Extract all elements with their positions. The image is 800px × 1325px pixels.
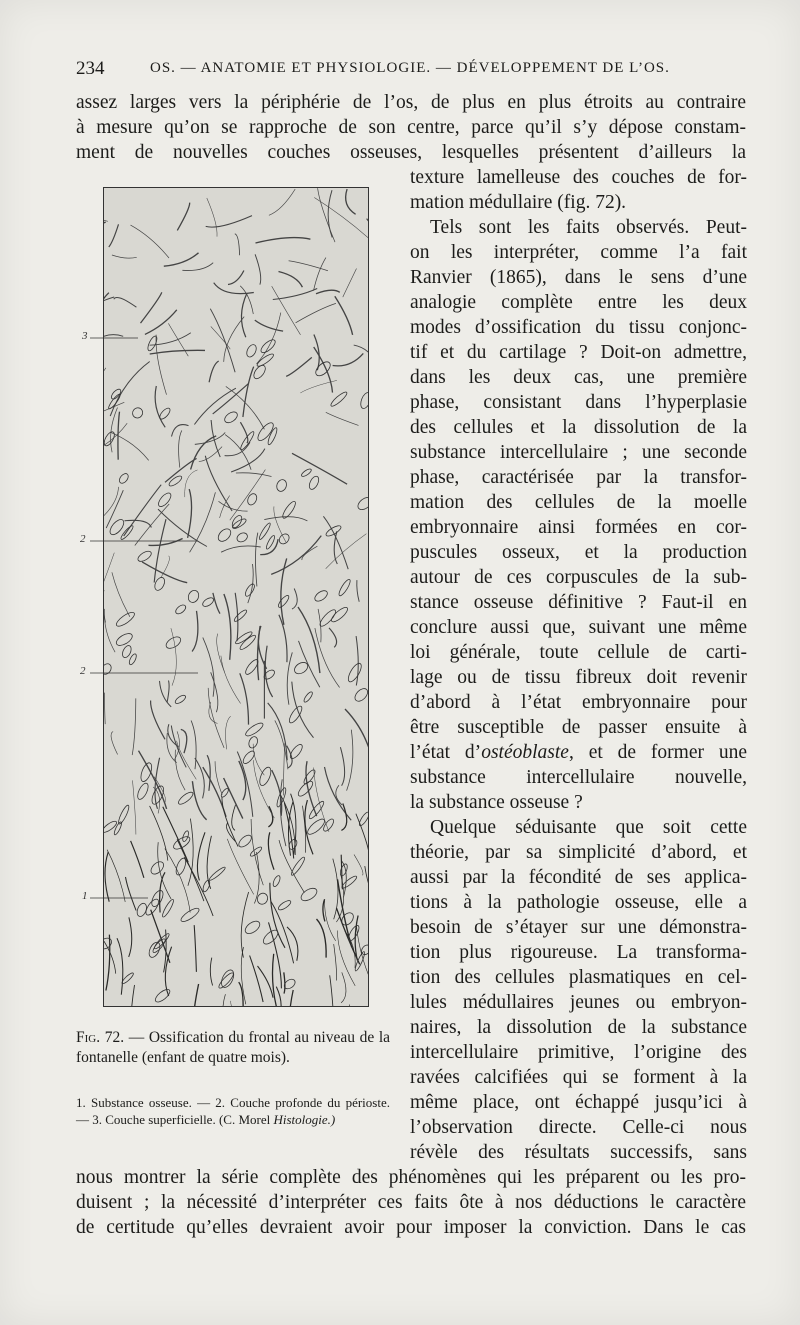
engraving-fibre	[225, 442, 250, 455]
column-line: loi générale, toute cellule de carti-	[410, 642, 747, 663]
italic-term: ostéoblaste	[481, 742, 569, 763]
engraving-fibre	[356, 814, 368, 853]
engraving-fibre	[164, 253, 199, 266]
column-line: même place, ont échappé jusqu’ici à	[410, 1092, 747, 1113]
engraving-fibre	[306, 761, 317, 816]
engraving-fibre	[317, 919, 327, 958]
figure-marker: 1	[82, 890, 88, 902]
engraving-fibre	[341, 972, 346, 1003]
engraving-cell	[346, 661, 364, 683]
engraving-fibre	[241, 947, 246, 1004]
engraving-fibre	[279, 272, 303, 288]
engraving-cell	[147, 941, 162, 960]
figure-label: Fig. 72.	[76, 1029, 125, 1046]
running-header	[76, 58, 748, 82]
engraving-fibre	[325, 767, 352, 820]
engraving-fibre	[257, 313, 281, 364]
engraving-cell	[337, 578, 352, 597]
engraving-fibre	[205, 456, 232, 511]
engraving-fibre	[151, 910, 170, 963]
engraving-fibre	[318, 188, 335, 242]
column-line: naires, la dissolution de la substance	[410, 1017, 747, 1038]
column-line: lage ou de tissu fibreux doit revenir	[410, 667, 747, 688]
engraving-fibre	[251, 819, 263, 885]
engraving-fibre	[109, 224, 119, 247]
column-line: substance intercellulaire ; une seconde	[410, 442, 747, 463]
engraving-cell	[305, 817, 326, 837]
column-line: dans les deux cas, une première	[410, 367, 747, 388]
column-line: tif et du cartilage ? Doit-on admettre,	[410, 342, 747, 363]
engraving-cell	[313, 589, 329, 604]
engraving-fibre	[243, 367, 254, 417]
engraving-cell	[339, 911, 355, 928]
engraving-fibre	[272, 286, 301, 335]
engraving-fibre	[269, 922, 282, 988]
engraving-fibre	[112, 255, 137, 258]
engraving-fibre	[224, 594, 231, 660]
engraving-fibre	[230, 470, 266, 521]
engraving-fibre	[241, 293, 246, 337]
engraving-fibre	[268, 832, 274, 869]
engraving-fibre	[338, 879, 352, 947]
column-line: conclure aussi que, suivant une même	[410, 617, 747, 638]
column-line: aussi par la fécondité de ses applica-	[410, 867, 747, 888]
engraving-cell	[287, 704, 304, 724]
engraving-fibre	[335, 296, 353, 335]
engraving-fibre	[292, 453, 347, 484]
engraving-fibre	[299, 641, 320, 687]
column-line-osteoblaste: l’état d’ostéoblaste, et de former une	[410, 742, 747, 763]
engraving-fibre	[194, 925, 196, 972]
engraving-cell	[252, 363, 268, 380]
engraving-fibre	[213, 593, 220, 614]
column-line: Tels sont les faits observés. Peut-	[430, 217, 747, 238]
engraving-fibre	[357, 580, 359, 602]
body-line: ment de nouvelles couches osseuses, lesquelles présentent d’ailleurs la	[76, 142, 746, 163]
engraving-cell	[272, 875, 282, 888]
engraving-fibre	[302, 546, 318, 560]
column-line: d’abord à l’état embryonnaire pour	[410, 692, 747, 713]
engraving-fibre	[265, 646, 272, 697]
engraving-fibre	[226, 716, 231, 749]
engraving-cell	[358, 811, 368, 827]
body-line: assez larges vers la périphérie de l’os, de plus en plus étroits au contraire	[76, 92, 746, 113]
engraving-cell	[244, 721, 265, 738]
engraving-fibre	[330, 975, 334, 1006]
engraving-fibre	[193, 984, 199, 1006]
engraving-cell	[244, 583, 257, 598]
engraving-fibre	[334, 531, 337, 564]
engraving-cell	[246, 492, 259, 506]
engraving-cell	[356, 495, 368, 512]
engraving-cell	[231, 517, 247, 530]
engraving-fibre	[209, 361, 219, 382]
engraving-fibre	[258, 966, 274, 998]
column-line: mation des cellules de la moelle	[410, 492, 747, 513]
engraving-cell	[347, 924, 361, 942]
engraving-cell	[235, 531, 249, 544]
engraving-cell	[325, 524, 343, 538]
engraving-cell	[277, 594, 291, 609]
engraving-fibre	[224, 317, 245, 362]
engraving-fibre	[219, 501, 248, 511]
engraving-cell	[307, 475, 320, 491]
engraving-fibre	[253, 760, 274, 818]
engraving-fibre	[336, 785, 342, 805]
engraving-fibre	[104, 218, 108, 225]
engraving-fibre	[236, 473, 272, 477]
body-line: duisent ; la nécessité d’interpréter ces faits ôte à nos déductions le caractère	[76, 1192, 746, 1213]
engraving-fibre	[314, 198, 368, 240]
engraving-cell	[353, 686, 368, 703]
body-line: de certitude qu’elles devraient avoir pour imposer la conviction. Dans le cas	[76, 1217, 746, 1238]
column-line: ravées calcifiées qui se forment à la	[410, 1067, 747, 1088]
engraving-fibre	[292, 589, 297, 610]
figure-leader-lines	[88, 330, 208, 910]
engraving-fibre	[291, 794, 296, 855]
body-line: nous montrer la série complète des phénomènes qui les préparent ou les pro-	[76, 1167, 746, 1188]
engraving-cell	[219, 968, 236, 989]
engraving-fibre	[340, 747, 344, 786]
engraving-cell	[296, 779, 315, 798]
engraving-fibre	[221, 656, 241, 704]
engraving-fibre	[284, 803, 293, 859]
engraving-fibre	[210, 958, 212, 986]
engraving-fibre	[240, 673, 249, 724]
engraving-fibre	[316, 290, 340, 294]
body-line: à mesure qu’on se rapproche de son centre, parce qu’il s’y dépose constam-	[76, 117, 746, 138]
column-line: analogie complète entre les deux	[410, 292, 747, 313]
figure-legend-source: Histologie.)	[273, 1112, 336, 1127]
engraving-fibre	[241, 892, 248, 958]
engraving-fibre	[328, 190, 332, 237]
engraving-fibre	[325, 900, 336, 941]
engraving-fibre	[272, 954, 277, 1006]
engraving-cell	[359, 391, 368, 410]
engraving-fibre	[271, 536, 321, 575]
column-line: tion des cellules plasmatiques en cel-	[410, 967, 747, 988]
figure-marker: 2	[80, 533, 86, 545]
engraving-cell	[288, 743, 304, 761]
engraving-cell	[329, 605, 349, 624]
engraving-cell	[241, 749, 256, 765]
engraving-fibre	[208, 688, 224, 748]
figure-caption	[76, 1028, 390, 1068]
engraving-cell	[249, 846, 263, 858]
engraving-fibre	[215, 761, 222, 795]
engraving-cell	[329, 390, 348, 408]
engraving-fibre	[281, 558, 287, 624]
engraving-fibre	[334, 944, 337, 980]
engraving-fibre	[345, 709, 368, 768]
engraving-fibre	[221, 546, 261, 552]
column-line: Quelque séduisante que soit cette	[430, 817, 747, 838]
engraving-cell	[258, 522, 272, 541]
engraving-cell	[216, 526, 233, 543]
engraving-fibre	[250, 956, 264, 1003]
engraving-fibre	[256, 238, 311, 243]
engraving-fibre	[329, 628, 337, 647]
engraving-fibre	[346, 189, 356, 214]
column-line: on les interpréter, comme l’a fait	[410, 242, 747, 263]
engraving-fibre	[106, 935, 110, 991]
engraving-fibre	[129, 917, 132, 957]
engraving-fibre	[226, 386, 265, 429]
engraving-fibre	[343, 269, 357, 298]
column-line: théorie, par sa simplicité d’abord, et	[410, 842, 747, 863]
engraving-fibre	[365, 866, 368, 913]
engraving-fibre	[341, 855, 342, 890]
engraving-cell	[307, 800, 325, 821]
column-line: modes d’ossification du tissu conjonc-	[410, 317, 747, 338]
engraving-cell	[290, 856, 307, 877]
engraving-fibre	[355, 916, 358, 961]
engraving-fibre	[228, 271, 244, 285]
figure-marker: 2	[80, 665, 86, 677]
engraving-fibre	[141, 292, 162, 323]
engraving-fibre	[296, 303, 336, 322]
engraving-fibre	[287, 652, 292, 704]
column-line: l’observation directe. Celle-ci nous	[410, 1117, 747, 1138]
engraving-fibre	[104, 222, 106, 229]
engraving-cell	[237, 833, 254, 849]
column-line: embryonnaire ainsi formées en cor-	[410, 517, 747, 538]
engraving-fibre	[305, 800, 313, 854]
engraving-cell	[303, 691, 314, 704]
engraving-fibre	[341, 804, 346, 831]
engraving-fibre	[347, 730, 353, 791]
column-line: puscules osseux, et la production	[410, 542, 747, 563]
engraving-fibre	[231, 1001, 236, 1006]
engraving-fibre	[367, 219, 368, 240]
engraving-fibre	[211, 420, 220, 457]
engraving-cell	[233, 609, 248, 623]
engraving-fibre	[213, 384, 249, 414]
engraving-fibre	[223, 994, 230, 1006]
engraving-fibre	[281, 795, 296, 855]
column-line: besoin de s’étayer sur une démonstra-	[410, 917, 747, 938]
engraving-fibre	[177, 203, 189, 231]
engraving-fibre	[269, 189, 295, 215]
column-line: stance osseuse définitive ? Faut-il en	[410, 592, 747, 613]
column-line: substance intercellulaire nouvelle,	[410, 767, 747, 788]
engraving-fibre	[314, 258, 326, 291]
engraving-cell	[243, 919, 262, 936]
engraving-fibre	[289, 990, 293, 1006]
engraving-cell	[151, 937, 167, 954]
column-line: autour de ces corpuscules de la sub-	[410, 567, 747, 588]
engraving-fibre	[214, 283, 254, 294]
engraving-fibre	[206, 216, 252, 228]
column-line: la substance osseuse ?	[410, 792, 583, 813]
engraving-cell	[208, 866, 226, 882]
column-line: lules médullaires jeunes ou embryon-	[410, 992, 747, 1013]
engraving-fibre	[114, 297, 137, 307]
engraving-fibre	[333, 353, 364, 365]
engraving-fibre	[131, 985, 135, 1006]
engraving-fibre	[248, 564, 253, 603]
column-line: mation médullaire (fig. 72).	[410, 192, 627, 213]
engraving-fibre	[270, 883, 285, 948]
page-number: 234	[76, 58, 105, 79]
figure-legend-text: 1. Substance osseuse. — 2. Couche profonde du périoste. — 3. Couche superficielle. (C. Morel	[76, 1095, 390, 1127]
engraving-fibre	[231, 449, 265, 472]
engraving-fibre	[286, 357, 312, 376]
engraving-fibre	[298, 607, 320, 673]
engraving-cell	[223, 410, 240, 425]
engraving-fibre	[326, 412, 359, 425]
column-line: texture lamelleuse des couches de for-	[410, 167, 747, 188]
engraving-fibre	[276, 987, 281, 1006]
figure-caption-text: — Ossification du frontal au niveau de la fontanelle (enfant de quatre mois).	[76, 1029, 391, 1066]
engraving-cell	[255, 420, 276, 442]
column-line: révèle des résultats successifs, sans	[410, 1142, 747, 1163]
running-title: OS. — ANATOMIE ET PHYSIOLOGIE. — DÉVELOPPEMENT DE L’OS.	[150, 60, 670, 76]
column-line: phase, caractérisée par la transfor-	[410, 467, 747, 488]
engraving-fibre	[273, 289, 317, 300]
engraving-fibre	[345, 931, 355, 968]
engraving-cell	[275, 478, 288, 493]
engraving-fibre	[239, 761, 246, 800]
figure-marker: 3	[82, 330, 88, 342]
column-line: être susceptible de passer ensuite à	[410, 717, 747, 738]
engraving-fibre	[347, 1005, 351, 1007]
engraving-fibre	[104, 297, 114, 327]
engraving-fibre	[354, 855, 363, 876]
engraving-fibre	[207, 198, 217, 237]
engraving-fibre	[260, 539, 278, 555]
engraving-fibre	[210, 309, 235, 373]
engraving-fibre	[232, 805, 236, 831]
column-line: phase, consistant dans l’hyperplasie	[410, 392, 747, 413]
engraving-fibre	[255, 533, 257, 587]
column-line: des cellules et la dissolution de la	[410, 417, 747, 438]
engraving-cell	[256, 352, 275, 368]
engraving-fibre	[182, 263, 213, 271]
engraving-fibre	[217, 634, 225, 673]
engraving-fibre	[354, 345, 368, 361]
engraving-fibre	[117, 938, 123, 995]
engraving-cell	[259, 338, 277, 355]
engraving-fibre	[131, 225, 170, 258]
engraving-cell	[245, 343, 258, 358]
column-line: Ranvier (1865), dans le sens d’une	[410, 267, 747, 288]
engraving-fibre	[338, 931, 356, 986]
engraving-fibre	[235, 234, 240, 256]
engraving-fibre	[255, 254, 261, 284]
figure-legend	[76, 1094, 390, 1128]
column-line: tions à la pathologie osseuse, elle a	[410, 892, 747, 913]
engraving-fibre	[271, 902, 294, 964]
engraving-cell	[277, 899, 292, 912]
column-line: tion plus rigoureuse. La transforma-	[410, 942, 747, 963]
engraving-cell	[300, 468, 312, 478]
column-line: intercellulaire primitive, l’origine des	[410, 1042, 747, 1063]
